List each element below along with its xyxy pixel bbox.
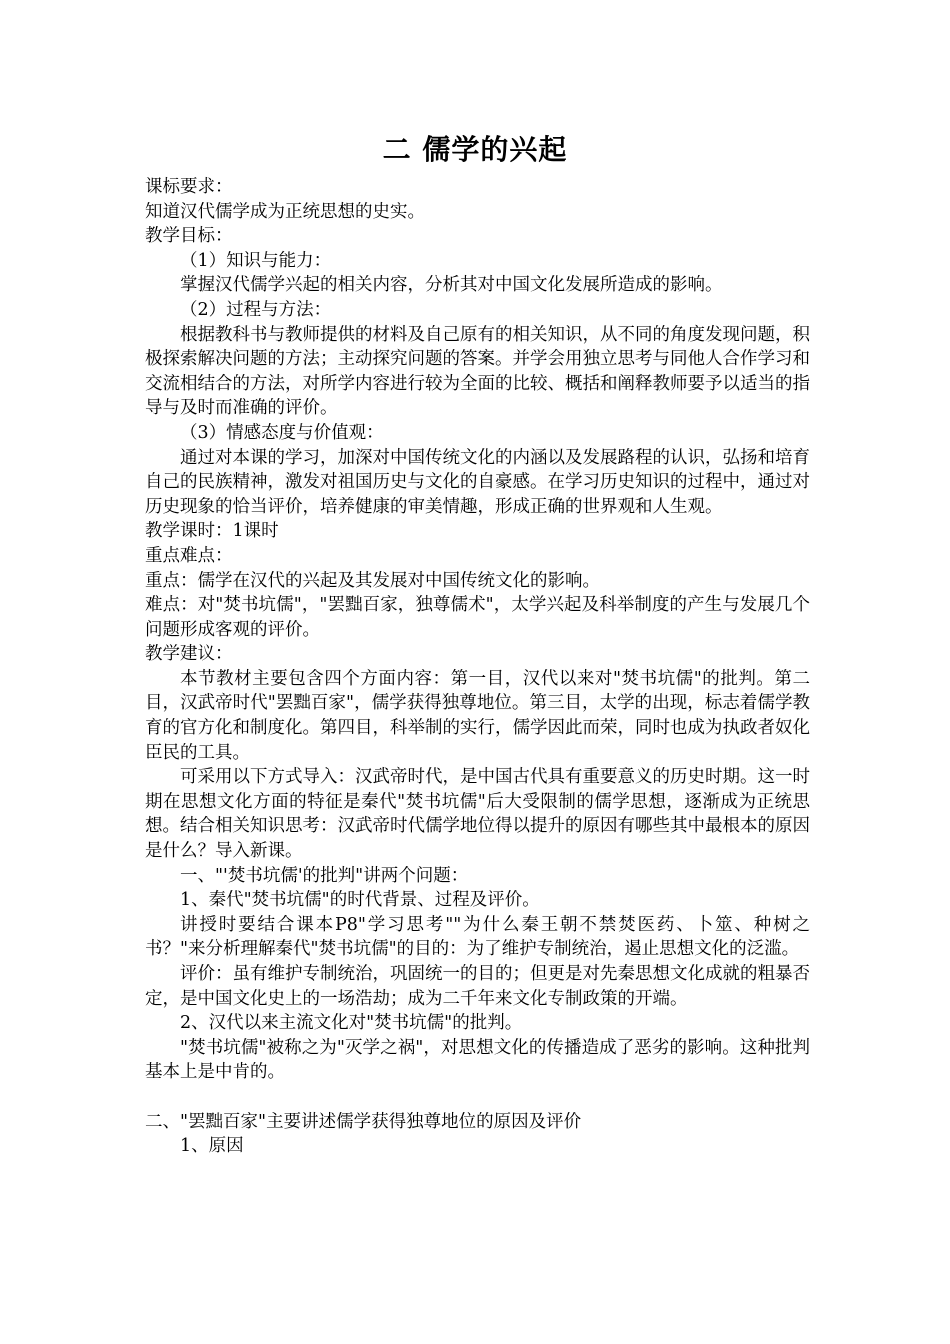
paragraph-values-content: 通过对本课的学习，加深对中国传统文化的内涵以及发展路程的认识，弘扬和培育自己的民族精神，激发对祖国历史与文化的自豪感。在学习历史知识的过程中，通过对历史现象的恰当评价，培养健康的审美情趣，形成正确的世界观和人生观。 xyxy=(145,447,810,517)
paragraph-introduction: 可采用以下方式导入：汉武帝时代，是中国古代具有重要意义的历史时期。这一时期在思想文化方面的特征是秦代"焚书坑儒"后大受限制的儒学思想，逐渐成为正统思想。结合相关知识思考：汉武帝时代儒学地位得以提升的原因有哪些其中最根本的原因是什么？导入新课。 xyxy=(145,767,810,862)
paragraph-suggestions-content: 本节教材主要包含四个方面内容：第一目，汉代以来对"焚书坑儒"的批判。第二目，汉武帝时代"罢黜百家"，儒学获得独尊地位。第三目，太学的出现，标志着儒学教育的官方化和制度化。第四目，科举制的实行，儒学因此而荣，同时也成为执政者奴化臣民的工具。 xyxy=(145,668,810,763)
paragraph-knowledge-content: 掌握汉代儒学兴起的相关内容，分析其对中国文化发展所造成的影响。 xyxy=(180,275,723,296)
paragraph-process-content: 根据教科书与教师提供的材料及自己原有的相关知识，从不同的角度发现问题，积极探索解决问题的方法；主动探究问题的答案。并学会用独立思考与同他人合作学习和交流相结合的方法，对所学内容进行较为全面的比较、概括和阐释教师要予以适当的指导与及时而准确的评价。 xyxy=(145,324,810,419)
paragraph-curriculum-requirement: 知道汉代儒学成为正统思想的史实。 xyxy=(145,201,425,222)
document-body xyxy=(145,175,810,1159)
paragraph-key-points-heading: 重点难点： xyxy=(145,545,233,566)
paragraph-item-one: 1、秦代"焚书坑儒"的时代背景、过程及评价。 xyxy=(180,890,540,911)
paragraph-objectives-heading: 教学目标： xyxy=(145,226,233,247)
paragraph-key-point: 重点：儒学在汉代的兴起及其发展对中国传统文化的影响。 xyxy=(145,570,600,591)
paragraph-teaching-note: 讲授时要结合课本P8"学习思考""为什么秦王朝不禁焚医药、卜筮、种树之书？"来分析理解秦代"焚书坑儒"的目的：为了维护专制统治，遏止思想文化的泛滥。 xyxy=(145,914,810,960)
paragraph-suggestions-heading: 教学建议： xyxy=(145,644,233,665)
paragraph-section-two: 二、"罢黜百家"主要讲述儒学获得独尊地位的原因及评价 xyxy=(145,1111,582,1132)
paragraph-section-one: 一、"'焚书坑儒'的批判"讲两个问题： xyxy=(180,865,469,886)
paragraph-class-hours: 教学课时：1课时 xyxy=(145,521,279,542)
paragraph-curriculum-heading: 课标要求： xyxy=(145,177,233,197)
paragraph-item-two: 2、汉代以来主流文化对"焚书坑儒"的批判。 xyxy=(180,1013,523,1034)
paragraph-reasons-heading: 1、原因 xyxy=(180,1136,244,1157)
paragraph-critique: "焚书坑儒"被称之为"灭学之祸"，对思想文化的传播造成了恶劣的影响。这种批判基本上是中肯的。 xyxy=(145,1037,810,1083)
blank-line xyxy=(145,1085,810,1110)
page-title: 二 儒学的兴起 xyxy=(382,133,568,166)
paragraph-evaluation: 评价：虽有维护专制统治，巩固统一的目的；但更是对先秦思想文化成就的粗暴否定，是中国文化史上的一场浩劫；成为二千年来文化专制政策的开端。 xyxy=(145,964,810,1009)
paragraph-knowledge-heading: （1）知识与能力： xyxy=(180,250,332,271)
paragraph-values-heading: （3）情感态度与价值观： xyxy=(180,422,384,443)
paragraph-process-heading: （2）过程与方法： xyxy=(180,299,332,320)
paragraph-difficult-point: 难点：对"焚书坑儒"，"罢黜百家，独尊儒术"，太学兴起及科举制度的产生与发展几个问题形成客观的评价。 xyxy=(145,595,810,640)
